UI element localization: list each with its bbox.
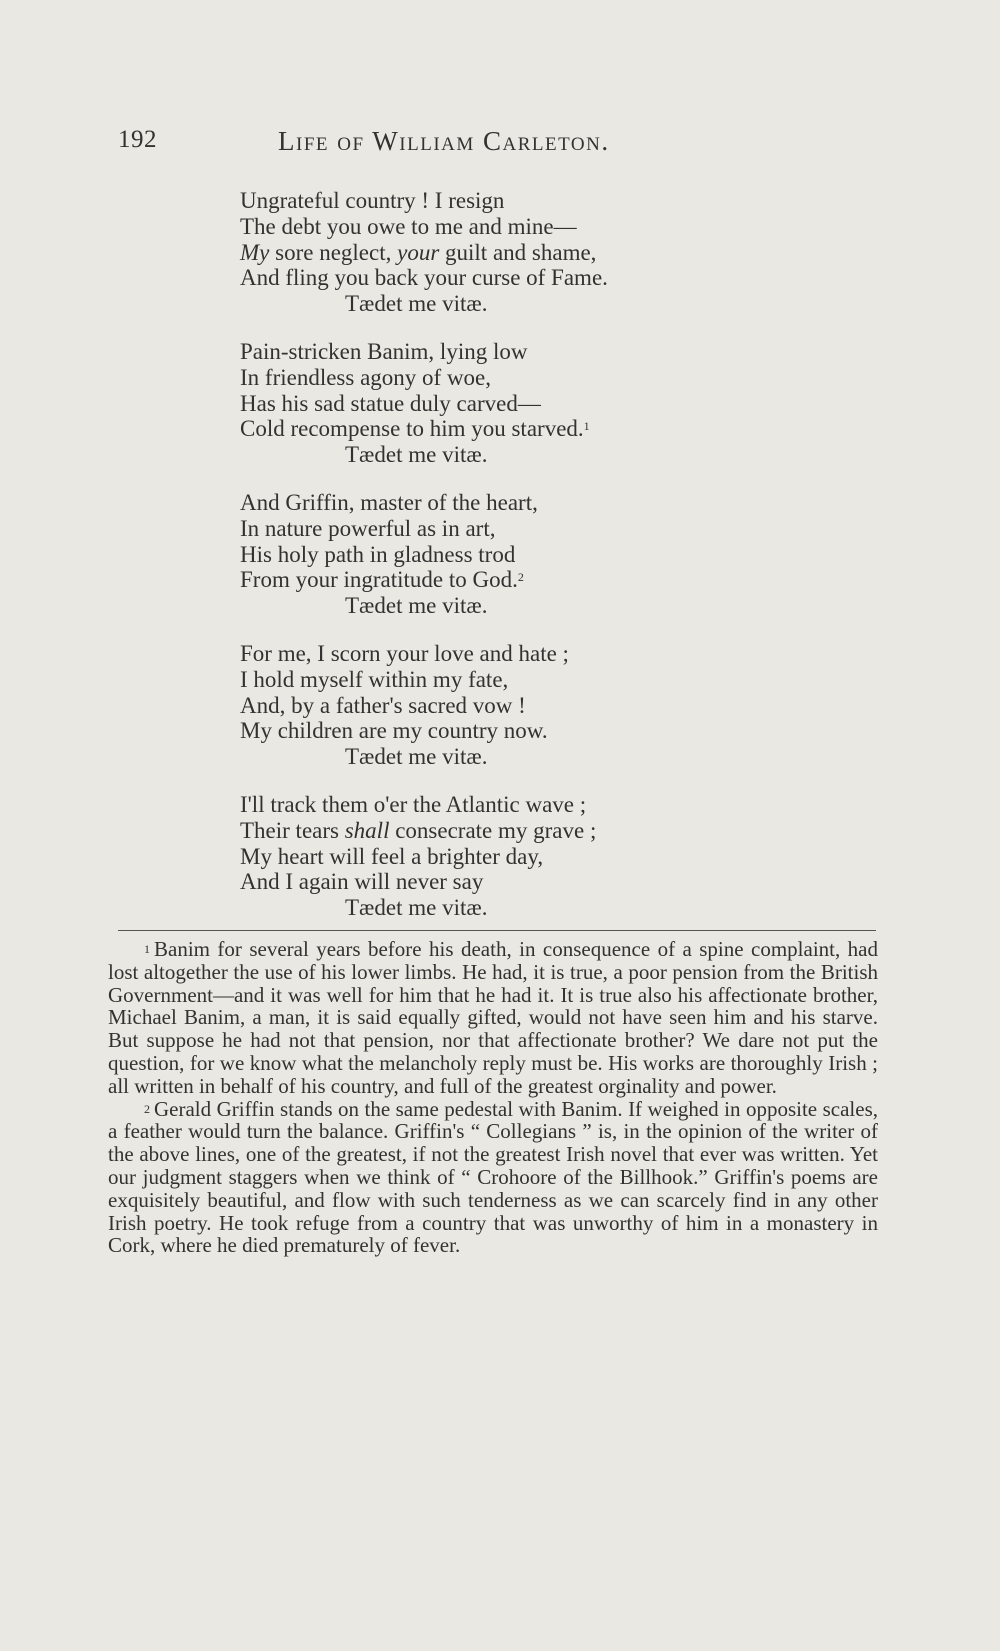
footnote-ref: 1 — [583, 419, 590, 434]
running-head — [118, 126, 718, 166]
footnote-ref: 2 — [517, 570, 524, 585]
poem-line — [240, 416, 760, 442]
page-number: 192 — [118, 126, 157, 153]
refrain-line: Tædet me vitæ. — [345, 291, 488, 317]
poem-line: And fling you back your curse of Fame. — [240, 265, 608, 291]
poem-line: Has his sad statue duly carved— — [240, 390, 541, 416]
italic-word: your — [397, 239, 440, 265]
footnote-text: Gerald Griffin stands on the same pedestal with Banim. If weighed in opposite scales, a feather would turn the balance. Griffin's “ Collegians ” is, in the opinion of the writer of the above lines, one of the greatest, if not the greatest Irish novel that ever was written. Yet our judgment staggers when we think of “ Crohoore of the Billhook.” Griffin's poems are exquisitely beautiful, and flow with such tenderness as we can scarcely find in any other Irish poetry. He took refuge from a country that was unworthy of him in a monastery in Cork, where he died prematurely of fever. — [108, 1096, 878, 1258]
poem-line: In nature powerful as in art, — [240, 515, 496, 541]
refrain-line: Tædet me vitæ. — [345, 593, 488, 619]
poem-line: Ungrateful country ! I resign — [240, 188, 505, 213]
poem-line: For me, I scorn your love and hate ; — [240, 640, 569, 666]
poem-line — [240, 818, 760, 844]
line-text: From your ingratitude to God. — [240, 567, 518, 593]
poem — [240, 188, 760, 943]
line-text: Their tears — [240, 817, 345, 843]
footnote-divider — [118, 930, 876, 931]
poem-line — [240, 240, 760, 266]
footnote — [108, 938, 878, 1098]
poem-line: Pain-stricken Banim, lying low — [240, 338, 528, 364]
stanza — [240, 490, 760, 619]
footnotes — [108, 938, 878, 1257]
poem-line: My heart will feel a brighter day, — [240, 843, 544, 869]
poem-line: I hold myself within my fate, — [240, 666, 509, 692]
poem-line: And, by a father's sacred vow ! — [240, 692, 526, 718]
line-text: sore neglect, — [269, 239, 398, 265]
poem-line — [240, 567, 760, 593]
poem-line: In friendless agony of woe, — [240, 364, 492, 390]
poem-line: And Griffin, master of the heart, — [240, 489, 538, 515]
stanza — [240, 339, 760, 468]
footnote-marker: 1 — [144, 942, 150, 956]
stanza — [240, 641, 760, 770]
italic-word: shall — [344, 817, 390, 843]
poem-line: My children are my country now. — [240, 718, 548, 744]
running-title: Life of William Carleton. — [278, 126, 610, 156]
poem-line: The debt you owe to me and mine— — [240, 213, 577, 239]
refrain-line: Tædet me vitæ. — [345, 744, 488, 770]
footnote-marker: 2 — [144, 1101, 150, 1116]
italic-word: My — [240, 239, 270, 265]
stanza — [240, 188, 760, 317]
poem-line: And I again will never say — [240, 869, 484, 895]
footnote-text: Banim for several years before his death, in consequence of a spine complaint, had lost altogether the use of his lower limbs. He had, it is true, a poor pension from the British Government—and it was well for him that he had it. It is true also his affectionate brother, Michael Banim, a man, it is said equally gifted, would not have seen him and his starve. But suppose he had not that pension, nor that affectionate brother? We dare not put the question, for we know what the melancholy reply must be. His works are thoroughly Irish ; all written in behalf of his country, and full of the greatest orginality and power. — [108, 937, 878, 1098]
line-text: Cold recompense to him you starved. — [240, 416, 584, 442]
line-text: consecrate my grave ; — [389, 817, 597, 843]
refrain-line: Tædet me vitæ. — [345, 442, 488, 468]
poem-line: I'll track them o'er the Atlantic wave ; — [240, 791, 587, 817]
poem-line: His holy path in gladness trod — [240, 541, 516, 567]
stanza — [240, 792, 760, 921]
line-text: guilt and shame, — [439, 239, 597, 265]
refrain-line: Tædet me vitæ. — [345, 895, 488, 921]
footnote — [108, 1098, 878, 1258]
